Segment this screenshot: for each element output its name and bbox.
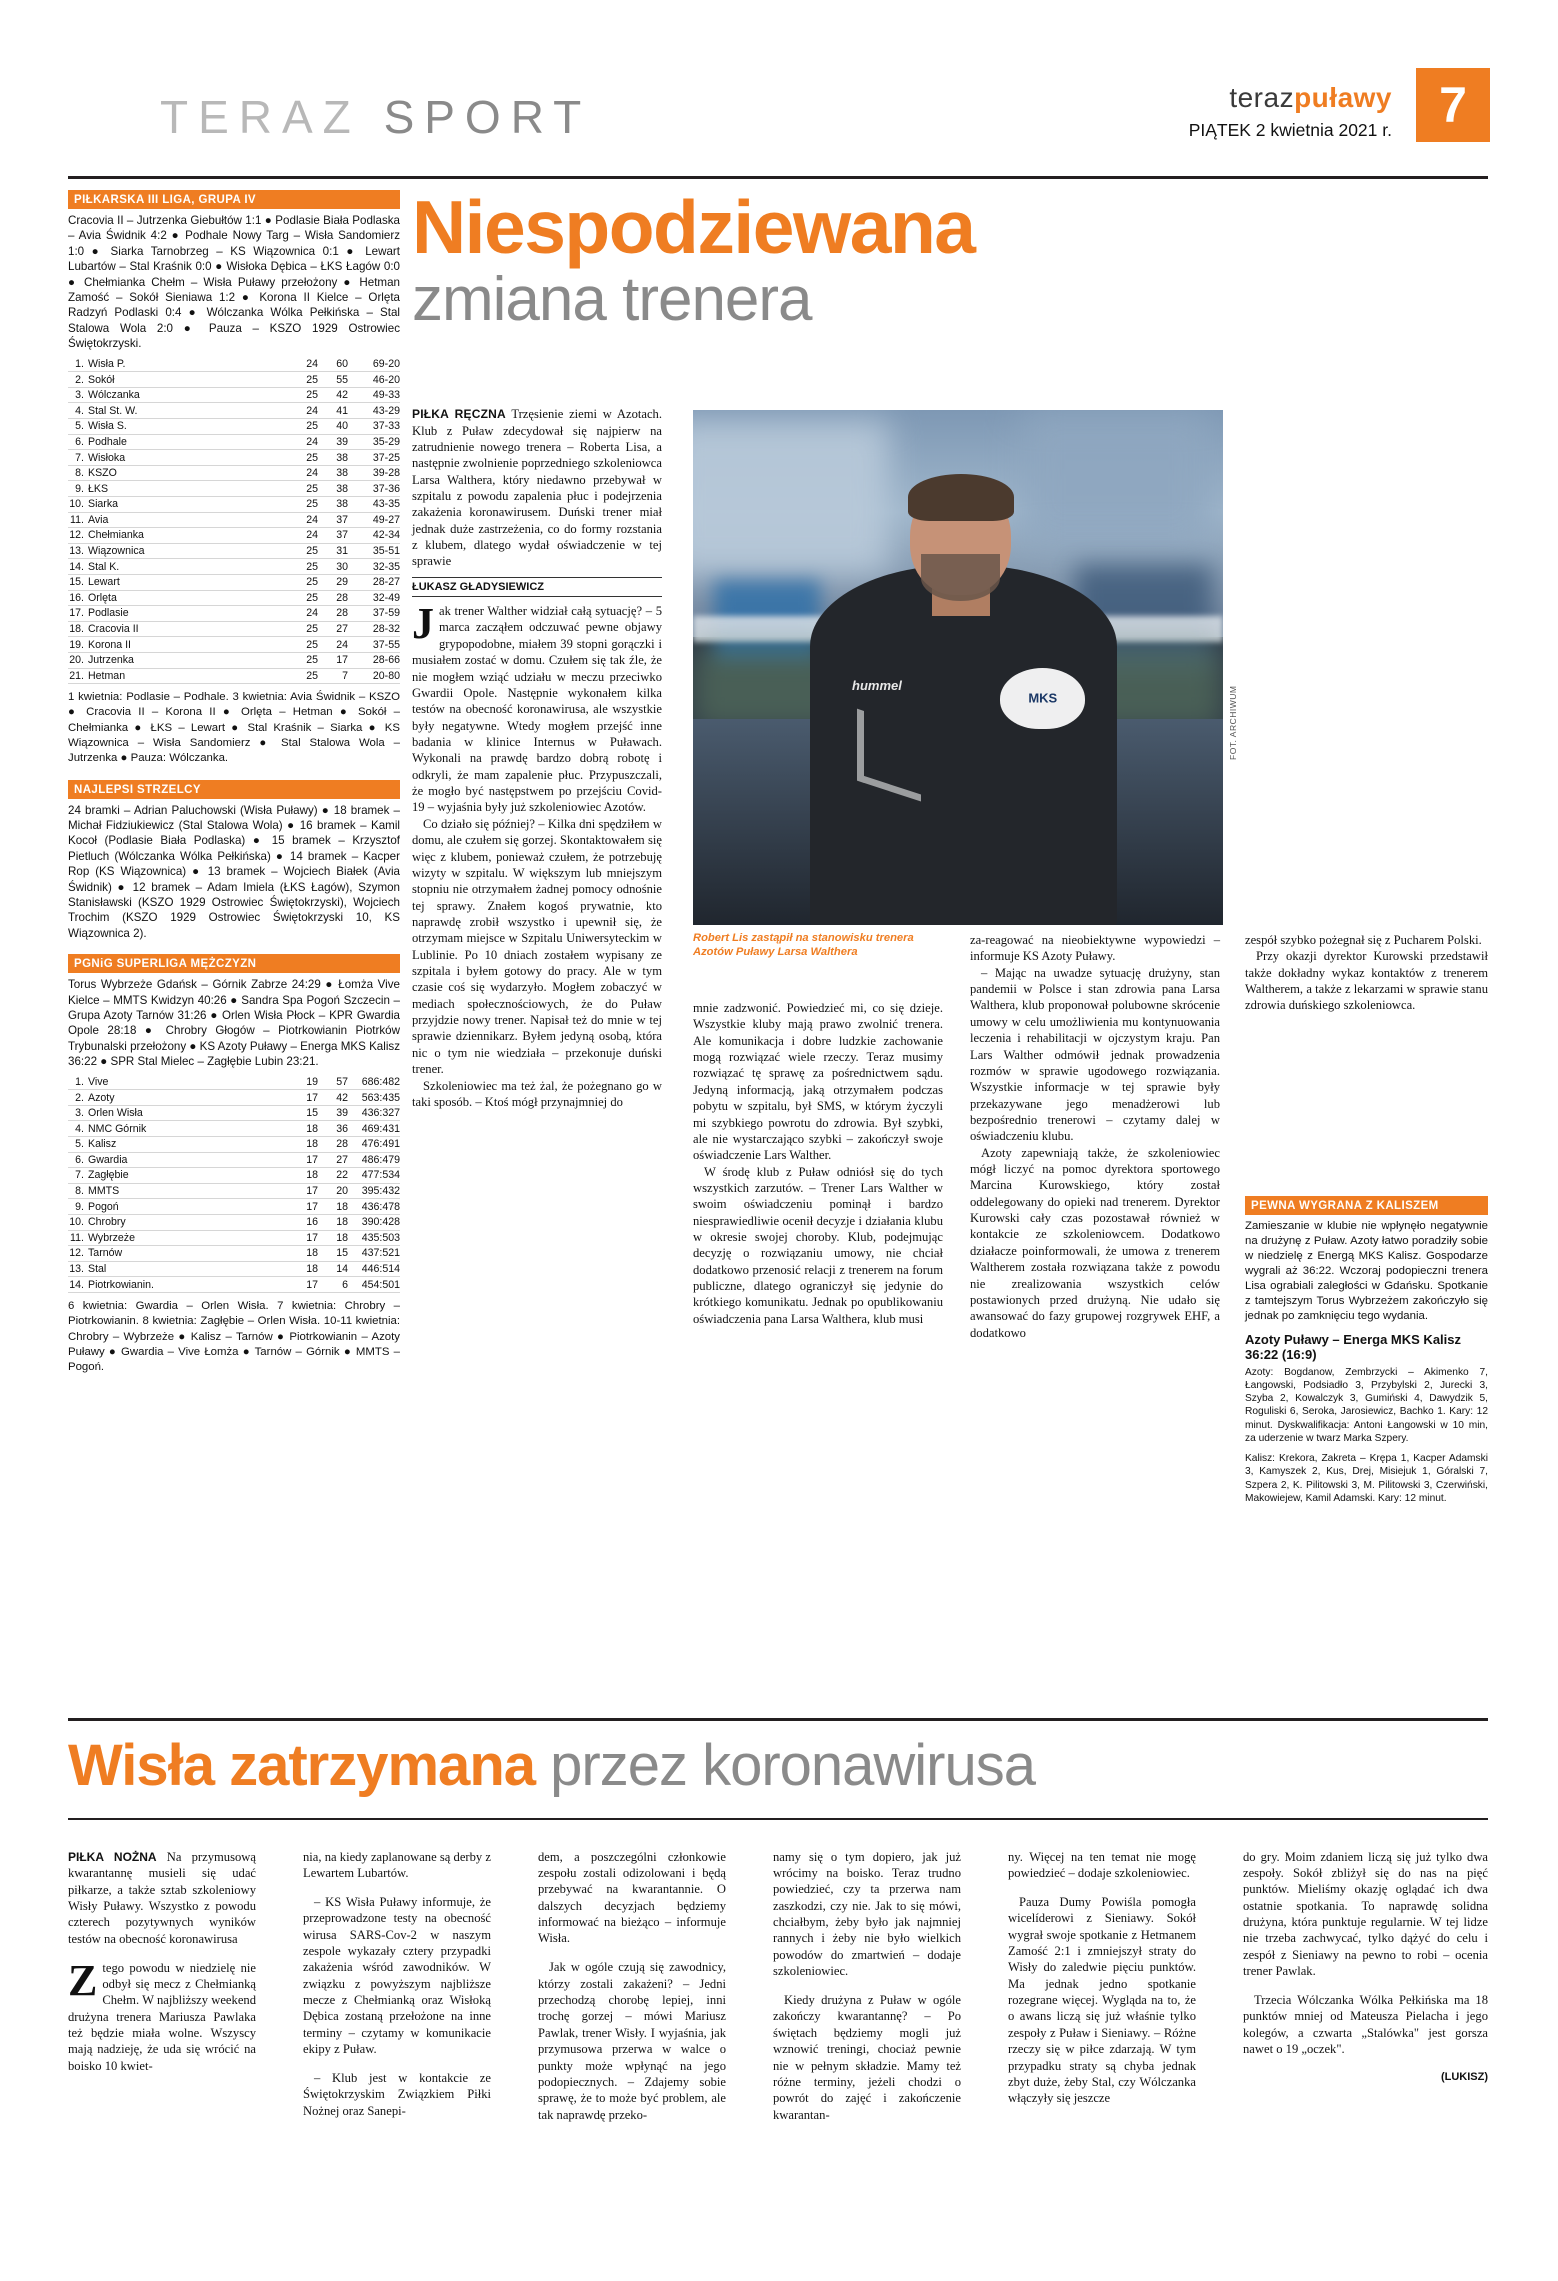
cell-points: 18 bbox=[318, 1230, 348, 1246]
bottom-lede-text: Na przymusową kwarantannę musieli się udać piłkarze, a także sztab szkoleniowy Wisły Puławy. Wszystko z powodu czterech pozytywnych wyników testów na obecność koronawirusa bbox=[68, 1849, 256, 1946]
cell-rank: 9. bbox=[68, 481, 88, 497]
cell-goals: 437:521 bbox=[348, 1246, 400, 1262]
cell-rank: 4. bbox=[68, 1121, 88, 1137]
cell-played: 24 bbox=[288, 434, 318, 450]
article-body-4: zespół szybko pożegnał się z Pucharem Polski. bbox=[1245, 933, 1482, 947]
cell-goals: 32-35 bbox=[348, 559, 400, 575]
cell-points: 28 bbox=[318, 1137, 348, 1153]
cell-played: 17 bbox=[288, 1230, 318, 1246]
cell-goals: 69-20 bbox=[348, 357, 400, 372]
cell-points: 57 bbox=[318, 1075, 348, 1090]
results-liga-iv: Cracovia II – Jutrzenka Giebułtów 1:1 ● Podlasie Biała Podlaska – Avia Świdnik 4:2 ● Podhale Nowy Targ – Wisła Sandomierz 1:0 ● Siarka Tarnobrzeg – KS Wiązownica 0:1 ● Lewart Lubartów – Stal Kraśnik 0:0 ● Wisłoka Dębica – ŁKS Łagów 0:0 ● Chełmianka Chełm – Wisła Puławy przełożony ● Hetman Zamość – Sokół Sieniawa 1:2 ● Korona II Kielce – Orlęta Radzyń Podlaski 0:4 ● Wólczanka Wólka Pełkińska – Stal Stalowa Wola 2:0 ● Pauza – KSZO 1929 Ostrowiec Świętokrzyski. bbox=[68, 214, 400, 351]
bottom-body-2: nia, na kiedy zaplanowane są derby z Lewartem Lubartów. bbox=[303, 1849, 491, 1880]
table-row bbox=[68, 1246, 400, 1262]
article-paragraph: – Klub jest w kontakcie ze Świętokrzyskim Związkiem Piłki Nożnej oraz Sanepi- bbox=[303, 2071, 491, 2118]
cell-goals: 42-34 bbox=[348, 528, 400, 544]
cell-goals: 486:479 bbox=[348, 1152, 400, 1168]
table-row bbox=[68, 590, 400, 606]
cell-points: 39 bbox=[318, 434, 348, 450]
cell-played: 25 bbox=[288, 543, 318, 559]
cell-goals: 37-33 bbox=[348, 419, 400, 435]
cell-rank: 14. bbox=[68, 559, 88, 575]
jersey-brand-icon: hummel bbox=[852, 677, 902, 693]
section-title-sport: SPORT bbox=[383, 91, 592, 143]
cell-team: Wisła P. bbox=[88, 357, 288, 372]
bottom-body-6: do gry. Moim zdaniem liczą się już tylko dwa zespoły. Sokół zbliżył się do nas na pięć punktów. Mieliśmy okazję oglądać ich dwa ostatnie spotkania. To naprawdę solidna drużyna, która punktuje regularnie. W tej lidze nie trzeba zachwycać, tylko dążyć do celu i zespół z Sieniawy na pewno to robi – ocenia trener Pawlak. bbox=[1243, 1849, 1488, 1979]
cell-points: 29 bbox=[318, 574, 348, 590]
table-row bbox=[68, 621, 400, 637]
bottom-column-2 bbox=[303, 1836, 491, 2132]
cell-points: 38 bbox=[318, 450, 348, 466]
cell-goals: 563:435 bbox=[348, 1090, 400, 1106]
cell-points: 40 bbox=[318, 419, 348, 435]
article-photo bbox=[693, 410, 1223, 925]
brand-block bbox=[1188, 77, 1488, 141]
cell-goals: 49-33 bbox=[348, 387, 400, 403]
cell-team: Podhale bbox=[88, 434, 288, 450]
table-row bbox=[68, 387, 400, 403]
cell-rank: 6. bbox=[68, 434, 88, 450]
cell-played: 18 bbox=[288, 1246, 318, 1262]
cell-points: 36 bbox=[318, 1121, 348, 1137]
divider-top bbox=[68, 176, 1488, 179]
article-paragraph: Co działo się później? – Kilka dni spędziłem w domu, ale czułem się gorzej. Skontaktowałem się więc z klubem, ponieważ czułem, że potrzebuję wizyty w szpitalu. W większym lub mniejszym stopniu nie otrzymałem żadnej pomocy odnośnie tej sprawy. Znałem kogoś prywatnie, kto naprawdę zrobił wszystko i upewnił się, że otrzymam miejsce w Szpitalu Uniwersyteckim w Lublinie. Po 10 dniach zostałem wypisany ze szpitala i byłem gotowy do pracy. Ale w tym czasie coś się wydarzyło. Mogłem zobaczyć w mediach społecznościowych, że do Puław przyjdzie nowy trener. Napisał też do mnie w tej sprawie dziennikarz. Byłem jedyną osobą, która nic o tym nie wiedziała – przekonuje duński trener. bbox=[412, 816, 662, 1077]
table-row bbox=[68, 528, 400, 544]
cell-rank: 3. bbox=[68, 1105, 88, 1121]
cell-points: 20 bbox=[318, 1183, 348, 1199]
cell-goals: 28-66 bbox=[348, 652, 400, 668]
cell-rank: 8. bbox=[68, 1183, 88, 1199]
cell-rank: 20. bbox=[68, 652, 88, 668]
cell-points: 28 bbox=[318, 606, 348, 622]
cell-goals: 28-32 bbox=[348, 621, 400, 637]
bottom-headline bbox=[68, 1733, 1488, 1798]
table-row bbox=[68, 357, 400, 372]
table-row bbox=[68, 372, 400, 388]
article-paragraph: W środę klub z Puław odniósł się do tych wszystkich zarzutów. – Trener Lars Walther w swoim oświadczeniu pominął i bardzo niesprawiedliwie ocenił decyzje i działania klubu w okresie swojej choroby. Klub, podejmując decyzję o rozwiązaniu umowy, nie chciał dodatkowo przenosić relacji z trenerem na forum publiczne, dlatego ograniczył się jedynie do krótkiego komunikatu. Jednak po opublikowaniu oświadczenia pana Larsa Walthera, klub musi bbox=[693, 1164, 943, 1326]
cell-goals: 446:514 bbox=[348, 1261, 400, 1277]
bottom-body-3: dem, a poszczególni członkowie zespołu zostali odizolowani i będą przebywać na kwarantannie. O dalszych decyzjach będziemy informować na bieżąco – informuje Wisła. bbox=[538, 1849, 726, 1946]
cell-goals: 49-27 bbox=[348, 512, 400, 528]
cell-team: Tarnów bbox=[88, 1246, 288, 1262]
cell-points: 39 bbox=[318, 1105, 348, 1121]
cell-team: MMTS bbox=[88, 1183, 288, 1199]
article-paragraph: Jak w ogóle czują się zawodnicy, którzy zostali zakażeni? – Jedni przechodzą chorobę lepiej, inni trochę gorzej – mówi Mariusz Pawlak, trener Wisły. I wyjaśnia, jak przymusowa przerwa w walce o punkty może wpłynąć na jego podopiecznych. – Zdajemy sobie sprawę, że to może być problem, ale tak naprawdę przeko- bbox=[538, 1960, 726, 2122]
bottom-column-5 bbox=[1008, 1836, 1196, 2119]
bottom-column-4 bbox=[773, 1836, 961, 2136]
cell-rank: 17. bbox=[68, 606, 88, 622]
article-column-3 bbox=[970, 932, 1220, 1341]
table-row bbox=[68, 465, 400, 481]
cell-rank: 2. bbox=[68, 1090, 88, 1106]
sidebar-team-kalisz: Kalisz: Krekora, Zakreta – Krępa 1, Kacper Adamski 3, Kamyszek 2, Kus, Drej, Misiejuk 1, Góralski 7, Szpera 2, K. Pilitowski 3, M. Pilitowski 3, Czerwiński, Makowiejew, Kamil Adamski. Kary: 12 minut. bbox=[1245, 1453, 1488, 1504]
cell-team: Azoty bbox=[88, 1090, 288, 1106]
cell-played: 17 bbox=[288, 1199, 318, 1215]
cell-points: 31 bbox=[318, 543, 348, 559]
cell-played: 19 bbox=[288, 1075, 318, 1090]
cell-points: 38 bbox=[318, 497, 348, 513]
table-row bbox=[68, 543, 400, 559]
cell-goals: 435:503 bbox=[348, 1230, 400, 1246]
header-top-scorers: NAJLEPSI STRZELCY bbox=[68, 780, 400, 799]
cell-rank: 19. bbox=[68, 637, 88, 653]
cell-goals: 37-36 bbox=[348, 481, 400, 497]
table-row bbox=[68, 450, 400, 466]
table-row bbox=[68, 403, 400, 419]
masthead bbox=[68, 77, 1488, 170]
club-crest-icon bbox=[1000, 668, 1085, 730]
top-scorers-list: 24 bramki – Adrian Paluchowski (Wisła Puławy) ● 18 bramek – Michał Fidziukiewicz (Stal Stalowa Wola) ● 16 bramek – Kamil Kocoł (Podlasie Biała Podlaska) ● 15 bramek – Krzysztof Pietluch (Wólczanka Wólka Pełkińska) ● 14 bramek – Kacper Rop (KS Wiązownica) ● 13 bramek – Wojciech Białek (Avia Świdnik) ● 12 bramek – Adam Imiela (ŁKS Łagów), Szymon Stanisławski (KSZO 1929 Ostrowiec Świętokrzyski), Wojciech Trochim (KSZO 1929 Ostrowiec Świętokrzyski 10, KS Wiązownica 2). bbox=[68, 803, 400, 940]
cell-team: Orlęta bbox=[88, 590, 288, 606]
cell-team: Lewart bbox=[88, 574, 288, 590]
table-row bbox=[68, 652, 400, 668]
cell-rank: 8. bbox=[68, 465, 88, 481]
cell-points: 7 bbox=[318, 668, 348, 684]
cell-points: 14 bbox=[318, 1261, 348, 1277]
results-superliga: Torus Wybrzeże Gdańsk – Górnik Zabrze 24:29 ● Łomża Vive Kielce – MMTS Kwidzyn 40:26 ● Sandra Spa Pogoń Szczecin – Grupa Azoty Tarnów 31:26 ● Orlen Wisła Płock – KPR Gwardia Opole 28:18 ● Chrobry Głogów – Piotrkowianin Piotrków Trybunalski przełożony ● KS Azoty Puławy – Energa MKS Kalisz 36:22 ● SPR Stal Mielec – Zagłębie Lubin 23:21. bbox=[68, 978, 400, 1069]
fixtures-handball: 6 kwietnia: Gwardia – Orlen Wisła. 7 kwietnia: Chrobry – Piotrkowianin. 8 kwietnia: Zagłębie – Orlen Wisła. 10-11 kwietnia: Chrobry – Wybrzeże ● Kalisz – Tarnów ● Piotrkowianin – Azoty Puławy ● Gwardia – Vive Łomża ● Tarnów – Górnik ● MMTS – Pogoń. bbox=[68, 1299, 400, 1374]
cell-points: 22 bbox=[318, 1168, 348, 1184]
cell-played: 25 bbox=[288, 419, 318, 435]
cell-played: 25 bbox=[288, 652, 318, 668]
cell-team: Wisła S. bbox=[88, 419, 288, 435]
brand-pulawy: puławy bbox=[1294, 82, 1392, 113]
article-paragraph: Przy okazji dyrektor Kurowski przedstawił także dokładny wykaz kontaktów z trenerem Waltherem, a także z lekarzami w sprawie stanu zdrowia duńskiego szkoleniowca. bbox=[1245, 949, 1488, 1013]
header-liga-iv: PIŁKARSKA III LIGA, GRUPA IV bbox=[68, 190, 400, 209]
table-row bbox=[68, 512, 400, 528]
cell-team: Avia bbox=[88, 512, 288, 528]
cell-points: 60 bbox=[318, 357, 348, 372]
cell-played: 15 bbox=[288, 1105, 318, 1121]
cell-rank: 6. bbox=[68, 1152, 88, 1168]
cell-team: Podlasie bbox=[88, 606, 288, 622]
cell-team: Vive bbox=[88, 1075, 288, 1090]
table-row bbox=[68, 1152, 400, 1168]
issue-date: PIĄTEK 2 kwietnia 2021 r. bbox=[1188, 120, 1392, 140]
cell-points: 24 bbox=[318, 637, 348, 653]
cell-team: Sokół bbox=[88, 372, 288, 388]
cell-points: 37 bbox=[318, 528, 348, 544]
cell-played: 24 bbox=[288, 465, 318, 481]
cell-played: 25 bbox=[288, 450, 318, 466]
cell-points: 18 bbox=[318, 1214, 348, 1230]
cell-played: 18 bbox=[288, 1261, 318, 1277]
cell-goals: 436:478 bbox=[348, 1199, 400, 1215]
sidebar-box-kalisz bbox=[1245, 1196, 1488, 1505]
table-row bbox=[68, 434, 400, 450]
cell-rank: 16. bbox=[68, 590, 88, 606]
cell-rank: 3. bbox=[68, 387, 88, 403]
cell-points: 18 bbox=[318, 1199, 348, 1215]
table-row bbox=[68, 637, 400, 653]
standings-table-handball bbox=[68, 1075, 400, 1293]
cell-played: 17 bbox=[288, 1152, 318, 1168]
cell-goals: 28-27 bbox=[348, 574, 400, 590]
cell-team: Piotrkowianin. bbox=[88, 1277, 288, 1293]
cell-team: Chrobry bbox=[88, 1214, 288, 1230]
cell-rank: 10. bbox=[68, 1214, 88, 1230]
cell-goals: 35-51 bbox=[348, 543, 400, 559]
cell-rank: 12. bbox=[68, 528, 88, 544]
cell-played: 24 bbox=[288, 403, 318, 419]
lede-text: Trzęsienie ziemi w Azotach. Klub z Puław zdecydował się najpierw na zatrudnienie nowego trenera – Roberta Lisa, a następnie zwolnienie poprzedniego szkoleniowca Larsa Walthera, który niedawno przebywał w szpitalu z powodu zapalenia płuc i podejrzenia zakażenia koronawirusem. Duński trener miał jednak duże zastrzeżenia, co do formy rozstania z klubem, dlatego wydał oświadczenie w tej sprawie bbox=[412, 407, 662, 569]
cell-points: 6 bbox=[318, 1277, 348, 1293]
cell-team: Kalisz bbox=[88, 1137, 288, 1153]
cell-rank: 5. bbox=[68, 419, 88, 435]
cell-played: 24 bbox=[288, 357, 318, 372]
cell-team: Wiązownica bbox=[88, 543, 288, 559]
cell-team: Chełmianka bbox=[88, 528, 288, 544]
cell-team: Cracovia II bbox=[88, 621, 288, 637]
headline-line-1: Niespodziewana bbox=[412, 185, 975, 269]
cell-played: 24 bbox=[288, 606, 318, 622]
cell-goals: 32-49 bbox=[348, 590, 400, 606]
cell-goals: 477:534 bbox=[348, 1168, 400, 1184]
cell-rank: 10. bbox=[68, 497, 88, 513]
cell-points: 27 bbox=[318, 1152, 348, 1168]
cell-rank: 21. bbox=[68, 668, 88, 684]
cell-goals: 37-59 bbox=[348, 606, 400, 622]
cell-goals: 43-29 bbox=[348, 403, 400, 419]
cell-played: 25 bbox=[288, 497, 318, 513]
cell-team: Stal bbox=[88, 1261, 288, 1277]
cell-team: Gwardia bbox=[88, 1152, 288, 1168]
sidebar-match-title: Azoty Puławy – Energa MKS Kalisz 36:22 (16:9) bbox=[1245, 1331, 1462, 1362]
headline-line-2: zmiana trenera bbox=[412, 265, 812, 335]
cell-points: 37 bbox=[318, 512, 348, 528]
article-paragraph: Kiedy drużyna z Puław w ogóle zakończy kwarantannę? – Po świętach będziemy mogli już wznowić treningi, chociaż pewnie nie w pełnym składzie. Mamy też różne terminy, jeżeli chodzi o powrót do zajęć i zakończenie kwarantan- bbox=[773, 1993, 961, 2122]
cell-points: 28 bbox=[318, 590, 348, 606]
section-title bbox=[160, 90, 591, 144]
fixtures-football: 1 kwietnia: Podlasie – Podhale. 3 kwietnia: Avia Świdnik – KSZO ● Cracovia II – Korona II ● Orlęta – Hetman ● Sokół – Chełmianka ● ŁKS – Lewart ● Stal Kraśnik – Siarka ● KS Wiązownica – Wisła Sandomierz ● Stal Stalowa Wola – Jutrzenka ● Pauza: Wólczanka. bbox=[68, 691, 400, 765]
cell-points: 27 bbox=[318, 621, 348, 637]
article-body-3: za-reagować na nieobiektywne wypowiedzi – informuje KS Azoty Puławy. bbox=[970, 933, 1220, 964]
cell-rank: 4. bbox=[68, 403, 88, 419]
cell-rank: 13. bbox=[68, 1261, 88, 1277]
sidebar-intro: Zamieszanie w klubie nie wpłynęło negatywnie na drużynę z Puław. Azoty łatwo poradziły sobie w niedzielę z Energą MKS Kalisz. Gospodarze wygrali aż 36:22. Wczoraj podopieczni trenera Lisa ograbiali zaległości w Gdańsku. Spotkanie z tamtejszym Torus Wybrzeżem zakończyło się jednak po zamknięciu tego wydania. bbox=[1245, 1220, 1488, 1322]
cell-team: ŁKS bbox=[88, 481, 288, 497]
cell-team: Wólczanka bbox=[88, 387, 288, 403]
cell-rank: 12. bbox=[68, 1246, 88, 1262]
bottom-lede bbox=[68, 1849, 256, 1947]
cell-rank: 7. bbox=[68, 450, 88, 466]
table-row bbox=[68, 1105, 400, 1121]
lede-label: PIŁKA RĘCZNA bbox=[412, 407, 506, 421]
cell-points: 30 bbox=[318, 559, 348, 575]
cell-team: Wisłoka bbox=[88, 450, 288, 466]
cell-points: 42 bbox=[318, 387, 348, 403]
cell-rank: 7. bbox=[68, 1168, 88, 1184]
table-row bbox=[68, 574, 400, 590]
table-row bbox=[68, 1199, 400, 1215]
cell-team: Korona II bbox=[88, 637, 288, 653]
cell-team: KSZO bbox=[88, 465, 288, 481]
cell-played: 17 bbox=[288, 1090, 318, 1106]
cell-goals: 39-28 bbox=[348, 465, 400, 481]
section-title-teraz: TERAZ bbox=[160, 91, 384, 143]
cell-played: 16 bbox=[288, 1214, 318, 1230]
cell-points: 38 bbox=[318, 465, 348, 481]
photo-caption: Robert Lis zastąpił na stanowisku trenera Azotów Puławy Larsa Walthera bbox=[693, 932, 914, 958]
cell-rank: 14. bbox=[68, 1277, 88, 1293]
table-row bbox=[68, 1277, 400, 1293]
table-row bbox=[68, 1121, 400, 1137]
table-row bbox=[68, 1230, 400, 1246]
cell-played: 17 bbox=[288, 1183, 318, 1199]
bottom-body-5: ny. Więcej na ten temat nie mogę powiedzieć – dodaje szkoleniowiec. bbox=[1008, 1849, 1196, 1880]
cell-team: Pogoń bbox=[88, 1199, 288, 1215]
table-row bbox=[68, 1261, 400, 1277]
article-paragraph: Azoty zapewniają także, że szkoleniowiec mógł liczyć na pomoc dyrektora sportowego Marcina Kurowskiego, który został oddelegowany do opieki nad trenerem. Dyrektor Kurowski cały czas pozostawał również w kontakcie ze szkoleniowcem. Dodatkowo działacze poinformowali, że umowa z trenerem Waltherem została rozwiązana także z powodu nie zrealizowania wszystkich celów postawionych przed drużyną. Nie udało się awansować do fazy grupowej rozgrywek EHF, a dodatkowo bbox=[970, 1145, 1220, 1340]
table-row bbox=[68, 606, 400, 622]
article-body-1: Jak trener Walther widział całą sytuację? – 5 marca zacząłem odczuwać pewne objawy grypopodobne, miałem 39 stopni gorączki i musiałem zostać w domu. Czułem się tak źle, że nie mogłem wziąć udziału w meczu przeciwko Gwardii Opole. Następnie wykonałem kilka testów na obecność koronawirusa, ale wszystkie były negatywne. Wtedy mogłem przejść inne badania w klinice Internus w Puławach. Wykonali na prawdę bardzo dobrą robotę i odkryli, że mam zapalenie płuc. Przypuszczali, że mogło być następstwem po przejściu Covid-19 – wyjaśnia były już szkoleniowiec Azotów. bbox=[412, 599, 662, 815]
cell-points: 41 bbox=[318, 403, 348, 419]
cell-team: Orlen Wisła bbox=[88, 1105, 288, 1121]
cell-goals: 395:432 bbox=[348, 1183, 400, 1199]
article-paragraph: – KS Wisła Puławy informuje, że przeprowadzone testy na obecność wirusa SARS-Cov-2 w naszym zespole wykazały cztery przypadki zakażenia wśród zawodników. W związku z powyższym najbliższe mecze z Chełmianką oraz Wisłoką Dębica zostaną przełożone na inne terminy – czytamy w komunikacie ekipy z Puław. bbox=[303, 1894, 491, 2057]
cell-rank: 1. bbox=[68, 357, 88, 372]
cell-rank: 11. bbox=[68, 512, 88, 528]
article-body-2: mnie zadzwonić. Powiedzieć mi, co się dzieje. Wszystkie kluby mają prawo zwolnić trenera. Ale komunikacja i dobre ludzkie zachowanie mogą rozwiązać wiele rzeczy. Teraz musimy rozwiązać tę sprawę za pośrednictwem sądu. Jedyną informacją, jaką otrzymałem podczas pobytu w szpitalu, był SMS, w którym życzyli mi szybkiego powrotu do zdrowia. Był szybki, ale nie wystarczająco szybki – zakończył swoje oświadczenie Lars Walther. bbox=[693, 1001, 943, 1163]
cell-played: 18 bbox=[288, 1121, 318, 1137]
article-paragraph: Szkoleniowiec ma też żal, że pożegnano go w taki sposób. – Ktoś mógł przynajmniej do bbox=[412, 1078, 662, 1109]
cell-played: 25 bbox=[288, 559, 318, 575]
cell-played: 25 bbox=[288, 387, 318, 403]
bottom-lede-label: PIŁKA NOŻNA bbox=[68, 1849, 157, 1864]
article-paragraph: Trzecia Wólczanka Wólka Pełkińska ma 18 punktów mniej od Mateusza Pielacha i jego kolegów, a czwarta „Stalówka" jest gorsza nawet o 19 „oczek". bbox=[1243, 1993, 1488, 2057]
cell-goals: 436:327 bbox=[348, 1105, 400, 1121]
cell-played: 24 bbox=[288, 512, 318, 528]
brand-logo bbox=[1189, 82, 1392, 114]
cell-goals: 46-20 bbox=[348, 372, 400, 388]
article-paragraph: – Mając na uwadze sytuację drużyny, stan pandemii w Polsce i stan zdrowia pana Larsa Walthera, klub proponował polubowne skrócenie umowy w celu umożliwienia mu kontynuowania leczenia i rehabilitacji w ojczystym kraju. Pan Lars Walther odmówił jednak prowadzenia rozmów w sprawie ugodowego rozwiązania. Wszystkie informacje w tej sprawie były przekazywane jego menadżerowi lub bezpośrednio trenerowi – czytamy dalej w oświadczeniu klubu. bbox=[970, 965, 1220, 1144]
cell-goals: 469:431 bbox=[348, 1121, 400, 1137]
cell-played: 18 bbox=[288, 1137, 318, 1153]
cell-played: 24 bbox=[288, 528, 318, 544]
cell-goals: 20-80 bbox=[348, 668, 400, 684]
cell-played: 25 bbox=[288, 621, 318, 637]
bottom-headline-2: przez koronawirusa bbox=[550, 1733, 1036, 1798]
cell-goals: 43-35 bbox=[348, 497, 400, 513]
cell-team: Zagłębie bbox=[88, 1168, 288, 1184]
cell-goals: 390:428 bbox=[348, 1214, 400, 1230]
article-column-2 bbox=[693, 1000, 943, 1327]
article-paragraph: Pauza Dumy Powiśla pomogła wicelíderowi z Sieniawy. Sokół wygrał swoje spotkanie z Hetmanem Zamość 2:1 i zmniejszył straty do Wisły do zaledwie pięciu punktów. Ma jednak jedno spotkanie rozegrane więcej. Wygląda na to, że o awans liczą się już właśnie tylko zespoły z Puław i Sieniawy. – Różne rzeczy się w piłce zdarzają. W tym przypadku straty są chyba jednak zbyt duże, żeby Stal, czy Wólczanka włączyły się jeszcze bbox=[1008, 1894, 1196, 2106]
header-superliga: PGNiG SUPERLIGA MĘŻCZYZN bbox=[68, 954, 400, 973]
divider-mid-2 bbox=[68, 1818, 1488, 1820]
left-results-column bbox=[68, 190, 400, 1375]
bottom-body-4: namy się o tym dopiero, jak już wrócimy na boisko. Teraz trudno powiedzieć, czy ta przerwa nam zaszkodzi, czy nie. Jak to się mówi, chciałbym, żeby było jak najmniej rannych i żeby nie było wielkich powodów do zmartwień – dodaje szkoleniowiec. bbox=[773, 1849, 961, 1979]
cell-goals: 37-55 bbox=[348, 637, 400, 653]
main-headline bbox=[412, 185, 1488, 335]
cell-points: 38 bbox=[318, 481, 348, 497]
cell-goals: 454:501 bbox=[348, 1277, 400, 1293]
cell-points: 17 bbox=[318, 652, 348, 668]
cell-rank: 1. bbox=[68, 1075, 88, 1090]
bottom-headline-1: Wisła zatrzymana bbox=[68, 1733, 551, 1798]
cell-rank: 9. bbox=[68, 1199, 88, 1215]
bottom-body-1: Ztego powodu w niedzielę nie odbył się mecz z Chełmianką Chełm. W najbliższy weekend drużyna trenera Mariusza Pawlaka też będzie miała wolne. Wszyscy mają nadzieję, że uda się wrócić na boisko 10 kwiet- bbox=[68, 1955, 256, 2073]
cell-points: 15 bbox=[318, 1246, 348, 1262]
table-row bbox=[68, 1168, 400, 1184]
cell-played: 25 bbox=[288, 481, 318, 497]
article-lede bbox=[412, 406, 662, 570]
brand-teraz: teraz bbox=[1229, 82, 1295, 113]
page-number-badge: 7 bbox=[1416, 68, 1490, 142]
cell-goals: 37-25 bbox=[348, 450, 400, 466]
bottom-signature: (LUKISZ) bbox=[1440, 2071, 1488, 2084]
table-row bbox=[68, 668, 400, 684]
cell-rank: 11. bbox=[68, 1230, 88, 1246]
cell-played: 25 bbox=[288, 372, 318, 388]
sidebar-header: PEWNA WYGRANA Z KALISZEM bbox=[1245, 1196, 1488, 1215]
cell-team: Stal St. W. bbox=[88, 403, 288, 419]
cell-played: 25 bbox=[288, 637, 318, 653]
cell-played: 25 bbox=[288, 574, 318, 590]
article-column-1 bbox=[412, 406, 662, 1110]
cell-points: 55 bbox=[318, 372, 348, 388]
cell-played: 17 bbox=[288, 1277, 318, 1293]
sidebar-team-azoty: Azoty: Bogdanow, Zembrzycki – Akimenko 7, Łangowski, Podsiadło 3, Przybylski 2, Jurecki 3, Szyba 2, Kowalczyk 3, Gumiński 4, Dawydzik 5, Roguliski 6, Seroka, Jarosiewicz, Bachko 1. Kary: 12 minut. Dyskwalifikacja: Antoni Łangowski w 10 min, za uderzenie w twarz Marka Szpery. bbox=[1245, 1366, 1488, 1444]
cell-played: 18 bbox=[288, 1168, 318, 1184]
cell-goals: 35-29 bbox=[348, 434, 400, 450]
table-row bbox=[68, 1137, 400, 1153]
table-row bbox=[68, 481, 400, 497]
cell-points: 42 bbox=[318, 1090, 348, 1106]
cell-played: 25 bbox=[288, 590, 318, 606]
cell-team: Hetman bbox=[88, 668, 288, 684]
cell-rank: 2. bbox=[68, 372, 88, 388]
cell-rank: 13. bbox=[68, 543, 88, 559]
table-row bbox=[68, 419, 400, 435]
cell-goals: 476:491 bbox=[348, 1137, 400, 1153]
article-byline: ŁUKASZ GŁADYSIEWICZ bbox=[412, 577, 662, 597]
table-row bbox=[68, 559, 400, 575]
bottom-column-1 bbox=[68, 1836, 256, 2087]
cell-rank: 5. bbox=[68, 1137, 88, 1153]
cell-team: Jutrzenka bbox=[88, 652, 288, 668]
bottom-column-3 bbox=[538, 1836, 726, 2136]
cell-team: Siarka bbox=[88, 497, 288, 513]
cell-rank: 18. bbox=[68, 621, 88, 637]
table-row bbox=[68, 1183, 400, 1199]
photo-credit: FOT. ARCHIWUM bbox=[1228, 685, 1238, 760]
cell-team: NMC Górnik bbox=[88, 1121, 288, 1137]
cell-team: Stal K. bbox=[88, 559, 288, 575]
article-column-4 bbox=[1245, 932, 1488, 1014]
divider-mid bbox=[68, 1718, 1488, 1721]
table-row bbox=[68, 1075, 400, 1090]
table-row bbox=[68, 1214, 400, 1230]
cell-team: Wybrzeże bbox=[88, 1230, 288, 1246]
cell-played: 25 bbox=[288, 668, 318, 684]
cell-rank: 15. bbox=[68, 574, 88, 590]
table-row bbox=[68, 1090, 400, 1106]
bottom-column-6 bbox=[1243, 1836, 1488, 2084]
cell-goals: 686:482 bbox=[348, 1075, 400, 1090]
table-row bbox=[68, 497, 400, 513]
standings-table-football bbox=[68, 357, 400, 684]
